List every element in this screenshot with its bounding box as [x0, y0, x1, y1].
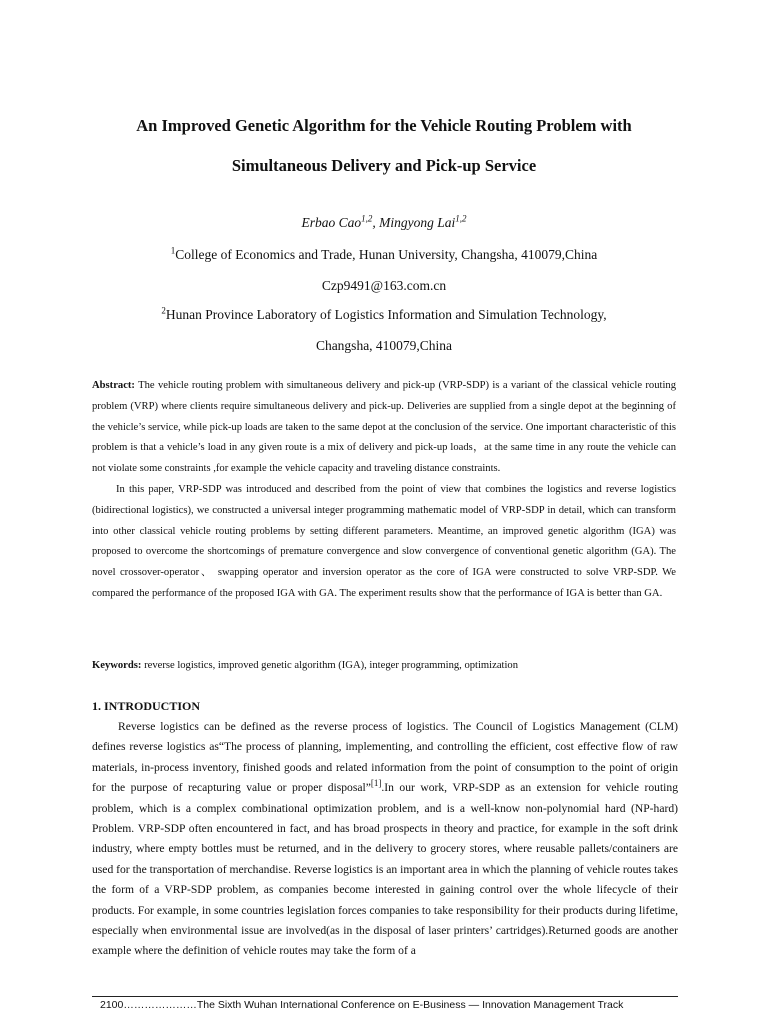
introduction-paragraph — [92, 717, 678, 962]
section-heading: 1. INTRODUCTION — [92, 699, 201, 713]
abstract-label: Abstract: — [92, 380, 135, 391]
citation-marker: [1] — [370, 778, 382, 789]
keywords-text: reverse logistics, improved genetic algorithm (IGA), integer programming, optimization — [141, 660, 519, 671]
author-affiliation-marker: 1,2 — [361, 213, 373, 224]
introduction-text: Reverse logistics can be defined as the reverse process of logistics. The Council of Logistics Management (CLM) defines reverse logistics as“The process of planning, implementing, and controlling the efficient, cost effective flow of raw materials, in-process inventory, finished goods and related information from the point of consumption to the point of origin for the purpose of recapturing value or proper disposal” — [92, 720, 678, 795]
author-name: Erbao Cao — [301, 215, 362, 230]
affiliation-2 — [60, 306, 708, 324]
introduction-text: .In our work, VRP-SDP as an extension for vehicle routing problem, which is a complex combinational optimization problem, and is a well-know non-polynomial hard (NP-hard) Problem. VRP-SDP often encountered in fact, and has broad prospects in theory and practice, for example in the soft drink industry, where empty bottles must be returned, and in the delivery to grocery stores, where reusable pallets/containers are used for the transportation of merchandise. Reverse logistics is an important area in which the planning of vehicle routes takes the form of a VRP-SDP problem, as companies become interested in gaining control over the whole lifecycle of their products. For example, in some countries legislation forces companies to take responsibility for their products during lifetime, especially when environmental issue are involved(as in the disposal of laser printers’ cartridges).Returned goods are another example where the definition of vehicle routes may take the form of a — [92, 781, 678, 958]
author-affiliation-marker: 1,2 — [455, 213, 467, 224]
paper-title-line-1: An Improved Genetic Algorithm for the Vehicle Routing Problem with — [136, 116, 632, 135]
author-list — [60, 214, 708, 232]
abstract-paragraph — [92, 376, 676, 480]
author-name: Mingyong Lai — [379, 215, 456, 230]
affiliation-2-city: Changsha, 410079,China — [315, 338, 453, 353]
abstract-text: The vehicle routing problem with simultaneous delivery and pick-up (VRP-SDP) is a variant of the classical vehicle routing problem (VRP) where clients require simultaneous delivery and pick-up. Deliveries are supplied from a single depot at the beginning of the vehicle’s service, while pick-up loads are taken to the same depot at the conclusion of the service. One important characteristic of this problem is that a vehicle’s load in any given route is a mix of delivery and pick-up loads，at the same time in any route the vehicle can not violate some constraints ,for example the vehicle capacity and traveling distance constraints. — [92, 380, 676, 475]
paper-title-line-2: Simultaneous Delivery and Pick-up Service — [231, 156, 537, 175]
footer-rule — [92, 996, 678, 997]
affiliation-text: Hunan Province Laboratory of Logistics Information and Simulation Technology, — [165, 307, 607, 322]
page-footer: 2100…………………The Sixth Wuhan International Conference on E-Business — Innovation Management Track — [100, 999, 624, 1011]
author-email: Czp9491@163.com.cn — [321, 278, 447, 293]
affiliation-text: College of Economics and Trade, Hunan University, Changsha, 410079,China — [175, 247, 598, 262]
keywords — [92, 657, 676, 675]
author-separator: , — [372, 215, 380, 230]
keywords-label: Keywords: — [92, 660, 142, 671]
abstract-paragraph: In this paper, VRP-SDP was introduced and described from the point of view that combines the logistics and reverse logistics (bidirectional logistics), we constructed a universal integer programming mathematic model of VRP-SDP in detail, which can transform into other classical vehicle routing problems by setting different parameters. Meantime, an improved genetic algorithm (IGA) was proposed to overcome the shortcomings of premature convergence and slow convergence of conventional genetic algorithm (GA). The novel crossover-operator、 swapping operator and inversion operator as the core of IGA were constructed to solve VRP-SDP. We compared the performance of the proposed IGA with GA. The experiment results show that the performance of IGA is better than GA. — [92, 483, 676, 599]
affiliation-marker: 2 — [161, 305, 166, 316]
abstract — [92, 376, 676, 605]
affiliation-marker: 1 — [170, 245, 176, 256]
affiliation-1 — [60, 246, 708, 264]
